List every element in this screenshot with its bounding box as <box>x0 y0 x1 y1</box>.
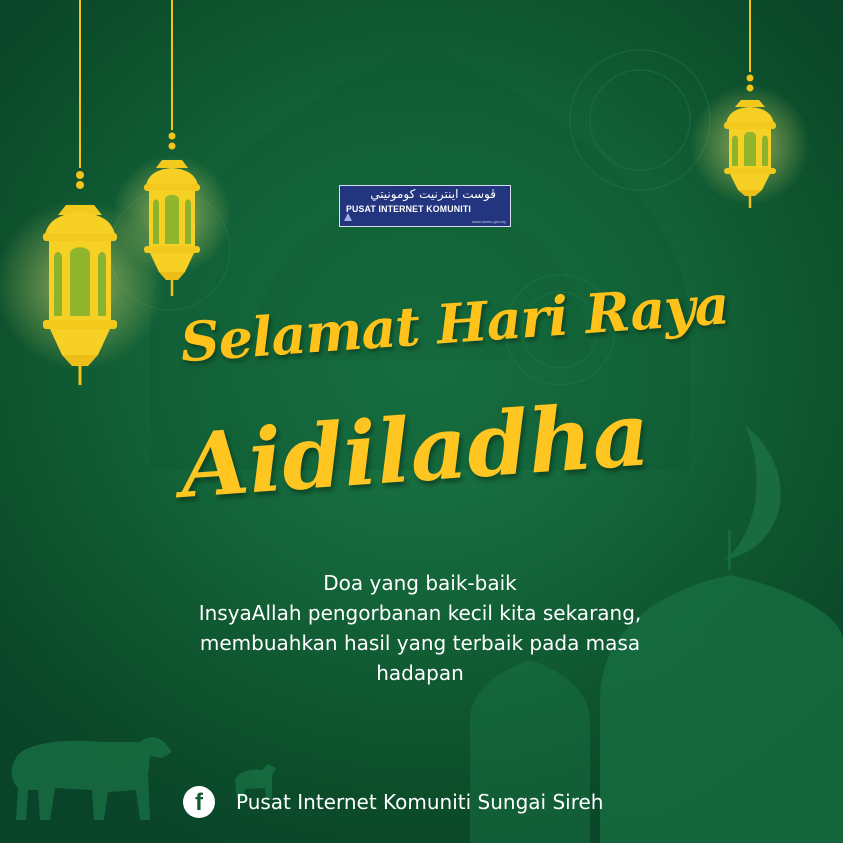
footer <box>183 785 603 819</box>
facebook-page-name: Pusat Internet Komuniti Sungai Sireh <box>236 790 604 814</box>
greeting-title-line2: Aidiladha <box>176 381 653 518</box>
message-line: hadapan <box>376 661 464 685</box>
message-line: membuahkan hasil yang terbaik pada masa <box>199 631 641 655</box>
greeting-title-line1: Selamat Hari Raya <box>178 272 731 375</box>
lantern-right <box>722 0 778 210</box>
lantern-middle <box>142 0 202 300</box>
logo-jawi-text: ڤوست اينترنيت كومونيتي <box>370 187 496 201</box>
pusat-internet-komuniti-logo <box>339 185 511 227</box>
crescent-moon <box>725 425 781 560</box>
message-line: Doa yang baik-baik <box>323 571 517 595</box>
facebook-icon: f <box>183 786 215 818</box>
logo-url-text: www.mcmc.gov.my <box>472 219 506 224</box>
lantern-left <box>40 0 120 385</box>
greeting-message <box>120 568 720 688</box>
logo-name-text: PUSAT INTERNET KOMUNITI <box>346 204 471 215</box>
message-line: InsyaAllah pengorbanan kecil kita sekarang, <box>198 601 642 625</box>
